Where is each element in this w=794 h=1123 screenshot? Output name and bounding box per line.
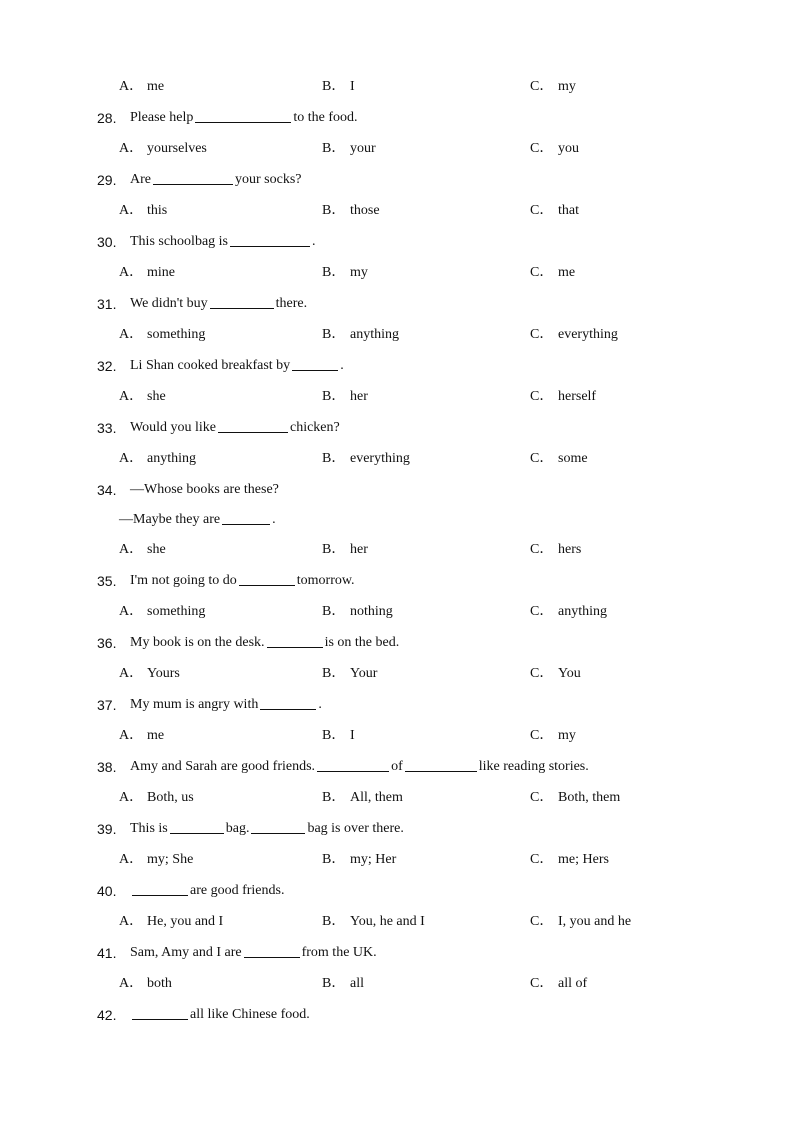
question-text-segment: Please help — [130, 110, 194, 125]
option-c[interactable] — [530, 139, 579, 159]
dialogue-line — [0, 510, 794, 530]
question-text-segment: tomorrow. — [296, 573, 355, 588]
option-letter: A． — [119, 790, 144, 805]
question-text-segment: chicken? — [289, 420, 340, 435]
option-letter: A． — [119, 141, 144, 156]
question-text-segment: This is — [130, 821, 168, 836]
option-text: everything — [350, 451, 410, 466]
question-text-segment: I'm not going to do — [130, 573, 237, 588]
option-letter: C． — [530, 327, 554, 342]
option-a[interactable] — [119, 540, 166, 560]
question-line — [0, 819, 794, 839]
question-number: 32. — [97, 358, 117, 374]
option-text: all of — [558, 976, 588, 991]
answer-blank[interactable] — [239, 571, 295, 586]
question-number: 29. — [97, 172, 117, 188]
option-letter: A． — [119, 604, 144, 619]
option-letter: C． — [530, 790, 554, 805]
option-letter: B． — [322, 728, 346, 743]
option-letter: C． — [530, 451, 554, 466]
option-letter: B． — [322, 542, 346, 557]
option-text: she — [147, 389, 166, 404]
option-text: some — [558, 451, 588, 466]
option-text: my — [350, 265, 368, 280]
question-line — [0, 356, 794, 376]
question-text-segment: . — [340, 358, 344, 373]
option-c[interactable] — [530, 540, 581, 560]
option-b[interactable] — [322, 540, 368, 560]
option-a[interactable] — [119, 449, 196, 469]
question-text-segment: —Maybe they are — [119, 512, 221, 527]
question-number: 36. — [97, 635, 117, 651]
question-line — [0, 170, 794, 190]
option-text: anything — [558, 604, 607, 619]
question-number: 38. — [97, 759, 117, 775]
question-text-segment: . — [318, 697, 322, 712]
option-b[interactable] — [322, 263, 368, 283]
option-letter: A． — [119, 203, 144, 218]
option-text: I — [350, 79, 355, 94]
option-letter: B． — [322, 451, 346, 466]
options-line — [0, 602, 794, 622]
question-line — [0, 418, 794, 438]
option-a[interactable] — [119, 139, 207, 159]
option-c[interactable] — [530, 974, 587, 994]
option-letter: B． — [322, 790, 346, 805]
option-text: All, them — [350, 790, 403, 805]
option-b[interactable] — [322, 850, 396, 870]
option-a[interactable] — [119, 974, 172, 994]
question-text-segment: Are — [130, 172, 151, 187]
option-letter: A． — [119, 728, 144, 743]
option-text: Both, us — [147, 790, 194, 805]
answer-blank[interactable] — [292, 356, 338, 371]
question-number: 39. — [97, 821, 117, 837]
option-letter: B． — [322, 389, 346, 404]
question-text-segment: Would you like — [130, 420, 216, 435]
option-text: He, you and I — [147, 914, 224, 929]
option-a[interactable] — [119, 77, 164, 97]
question-text-segment: My book is on the desk. — [130, 635, 265, 650]
option-a[interactable] — [119, 263, 175, 283]
option-letter: C． — [530, 141, 554, 156]
question-stem — [130, 633, 399, 653]
option-text: my — [558, 79, 576, 94]
question-text-segment: Li Shan cooked breakfast by — [130, 358, 291, 373]
option-letter: B． — [322, 666, 346, 681]
options-line — [0, 540, 794, 560]
answer-blank[interactable] — [230, 232, 310, 247]
option-a[interactable] — [119, 325, 205, 345]
answer-blank[interactable] — [222, 510, 270, 525]
question-text-segment: of — [391, 759, 403, 774]
option-text: me — [147, 79, 165, 94]
option-c[interactable] — [530, 726, 576, 746]
question-text-segment: from the UK. — [301, 945, 377, 960]
options-line — [0, 726, 794, 746]
question-number: 42. — [97, 1007, 117, 1023]
option-letter: A． — [119, 666, 144, 681]
answer-blank[interactable] — [210, 294, 274, 309]
option-text: all — [350, 976, 364, 991]
option-letter: B． — [322, 203, 346, 218]
option-b[interactable] — [322, 325, 399, 345]
question-text-segment: Sam, Amy and I are — [130, 945, 242, 960]
answer-blank[interactable] — [218, 418, 288, 433]
option-b[interactable] — [322, 974, 364, 994]
question-stem — [130, 819, 404, 839]
option-letter: A． — [119, 976, 144, 991]
option-c[interactable] — [530, 325, 618, 345]
option-letter: A． — [119, 914, 144, 929]
answer-blank[interactable] — [132, 1005, 188, 1020]
option-text: I, you and he — [558, 914, 632, 929]
option-text: You — [558, 666, 581, 681]
option-text: hers — [558, 542, 582, 557]
question-text-segment: all like Chinese food. — [190, 1007, 310, 1022]
option-c[interactable] — [530, 602, 607, 622]
option-letter: C． — [530, 604, 554, 619]
option-text: you — [558, 141, 579, 156]
option-letter: C． — [530, 542, 554, 557]
question-line — [0, 1005, 794, 1025]
answer-blank[interactable] — [267, 633, 323, 648]
option-text: yourselves — [147, 141, 207, 156]
option-b[interactable] — [322, 449, 410, 469]
question-number: 30. — [97, 234, 117, 250]
option-letter: B． — [322, 141, 346, 156]
option-letter: A． — [119, 265, 144, 280]
option-b[interactable] — [322, 201, 380, 221]
option-c[interactable] — [530, 850, 609, 870]
option-letter: A． — [119, 451, 144, 466]
option-text: nothing — [350, 604, 393, 619]
options-line — [0, 77, 794, 97]
question-text-segment: there. — [275, 296, 308, 311]
question-text-segment: to the food. — [293, 110, 358, 125]
option-letter: B． — [322, 79, 346, 94]
question-text-segment: We didn't buy — [130, 296, 208, 311]
question-stem — [130, 571, 355, 591]
question-stem — [130, 943, 377, 963]
answer-blank[interactable] — [244, 943, 300, 958]
option-c[interactable] — [530, 788, 620, 808]
option-a[interactable] — [119, 850, 193, 870]
option-letter: A． — [119, 79, 144, 94]
question-text-segment: bag. — [225, 821, 250, 836]
option-text: this — [147, 203, 168, 218]
question-stem — [130, 480, 279, 500]
option-c[interactable] — [530, 664, 581, 684]
question-number: 34. — [97, 482, 117, 498]
option-letter: C． — [530, 728, 554, 743]
options-line — [0, 325, 794, 345]
question-line — [0, 108, 794, 128]
option-c[interactable] — [530, 449, 588, 469]
question-text-segment: My mum is angry with — [130, 697, 259, 712]
option-text: her — [350, 389, 368, 404]
question-line — [0, 571, 794, 591]
option-letter: A． — [119, 389, 144, 404]
question-stem — [130, 881, 284, 901]
options-line — [0, 664, 794, 684]
option-c[interactable] — [530, 387, 596, 407]
option-text: that — [558, 203, 579, 218]
question-number: 31. — [97, 296, 117, 312]
option-a[interactable] — [119, 201, 167, 221]
option-b[interactable] — [322, 664, 377, 684]
option-text: You, he and I — [350, 914, 425, 929]
option-letter: C． — [530, 976, 554, 991]
option-c[interactable] — [530, 201, 579, 221]
options-line — [0, 788, 794, 808]
question-stem — [130, 695, 322, 715]
answer-blank[interactable] — [132, 881, 188, 896]
option-text: Both, them — [558, 790, 621, 805]
option-text: anything — [350, 327, 399, 342]
option-letter: A． — [119, 542, 144, 557]
option-text: her — [350, 542, 368, 557]
option-a[interactable] — [119, 387, 166, 407]
option-letter: C． — [530, 265, 554, 280]
option-b[interactable] — [322, 387, 368, 407]
question-number: 41. — [97, 945, 117, 961]
option-letter: C． — [530, 203, 554, 218]
question-stem — [130, 757, 589, 777]
option-letter: B． — [322, 976, 346, 991]
option-a[interactable] — [119, 726, 164, 746]
question-stem — [130, 356, 344, 376]
question-stem — [130, 108, 358, 128]
question-text-segment: . — [312, 234, 316, 249]
option-text: something — [147, 327, 206, 342]
option-letter: A． — [119, 327, 144, 342]
option-a[interactable] — [119, 912, 223, 932]
question-line — [0, 294, 794, 314]
option-text: herself — [558, 389, 597, 404]
answer-blank[interactable] — [251, 819, 305, 834]
option-text: Your — [350, 666, 378, 681]
options-line — [0, 263, 794, 283]
question-line — [0, 757, 794, 777]
option-letter: C． — [530, 79, 554, 94]
option-text: something — [147, 604, 206, 619]
options-line — [0, 387, 794, 407]
question-stem — [130, 232, 316, 252]
option-text: my; She — [147, 852, 194, 867]
question-line — [0, 943, 794, 963]
option-letter: C． — [530, 914, 554, 929]
option-text: me — [558, 265, 576, 280]
option-text: Yours — [147, 666, 180, 681]
option-text: anything — [147, 451, 196, 466]
question-stem — [130, 170, 302, 190]
option-b[interactable] — [322, 77, 355, 97]
option-letter: B． — [322, 604, 346, 619]
option-text: me — [147, 728, 165, 743]
answer-blank[interactable] — [195, 108, 291, 123]
question-line — [0, 232, 794, 252]
question-text-segment: is on the bed. — [324, 635, 400, 650]
option-letter: B． — [322, 914, 346, 929]
options-line — [0, 850, 794, 870]
answer-blank[interactable] — [170, 819, 224, 834]
question-line — [0, 881, 794, 901]
option-a[interactable] — [119, 788, 194, 808]
question-stem — [130, 1005, 310, 1025]
question-text-segment: Amy and Sarah are good friends. — [130, 759, 316, 774]
answer-blank[interactable] — [153, 170, 233, 185]
options-line — [0, 139, 794, 159]
option-text: everything — [558, 327, 618, 342]
question-text-segment: . — [272, 512, 276, 527]
options-line — [0, 974, 794, 994]
dialogue-reply — [119, 510, 276, 530]
question-text-segment: —Whose books are these? — [130, 482, 279, 497]
answer-blank[interactable] — [317, 757, 389, 772]
option-text: my — [558, 728, 576, 743]
question-line — [0, 695, 794, 715]
option-c[interactable] — [530, 263, 575, 283]
option-b[interactable] — [322, 602, 393, 622]
option-text: I — [350, 728, 355, 743]
answer-blank[interactable] — [405, 757, 477, 772]
option-b[interactable] — [322, 788, 403, 808]
question-line — [0, 633, 794, 653]
option-letter: C． — [530, 389, 554, 404]
option-b[interactable] — [322, 139, 376, 159]
question-line — [0, 480, 794, 500]
option-a[interactable] — [119, 664, 180, 684]
options-line — [0, 201, 794, 221]
question-text-segment: bag is over there. — [307, 821, 404, 836]
option-text: mine — [147, 265, 175, 280]
question-text-segment: are good friends. — [190, 883, 285, 898]
option-letter: C． — [530, 852, 554, 867]
options-line — [0, 912, 794, 932]
question-text-segment: like reading stories. — [478, 759, 589, 774]
option-text: my; Her — [350, 852, 397, 867]
option-text: me; Hers — [558, 852, 609, 867]
question-number: 28. — [97, 110, 117, 126]
options-line — [0, 449, 794, 469]
option-text: both — [147, 976, 172, 991]
option-a[interactable] — [119, 602, 205, 622]
option-letter: B． — [322, 852, 346, 867]
option-text: your — [350, 141, 376, 156]
question-number: 35. — [97, 573, 117, 589]
question-number: 33. — [97, 420, 117, 436]
answer-blank[interactable] — [260, 695, 316, 710]
option-b[interactable] — [322, 726, 355, 746]
question-stem — [130, 418, 340, 438]
option-letter: B． — [322, 265, 346, 280]
option-c[interactable] — [530, 77, 576, 97]
option-b[interactable] — [322, 912, 425, 932]
option-text: those — [350, 203, 380, 218]
option-letter: B． — [322, 327, 346, 342]
option-text: she — [147, 542, 166, 557]
question-number: 37. — [97, 697, 117, 713]
question-number: 40. — [97, 883, 117, 899]
question-stem — [130, 294, 307, 314]
option-c[interactable] — [530, 912, 631, 932]
option-letter: A． — [119, 852, 144, 867]
question-text-segment: your socks? — [235, 172, 302, 187]
option-letter: C． — [530, 666, 554, 681]
question-text-segment: This schoolbag is — [130, 234, 228, 249]
